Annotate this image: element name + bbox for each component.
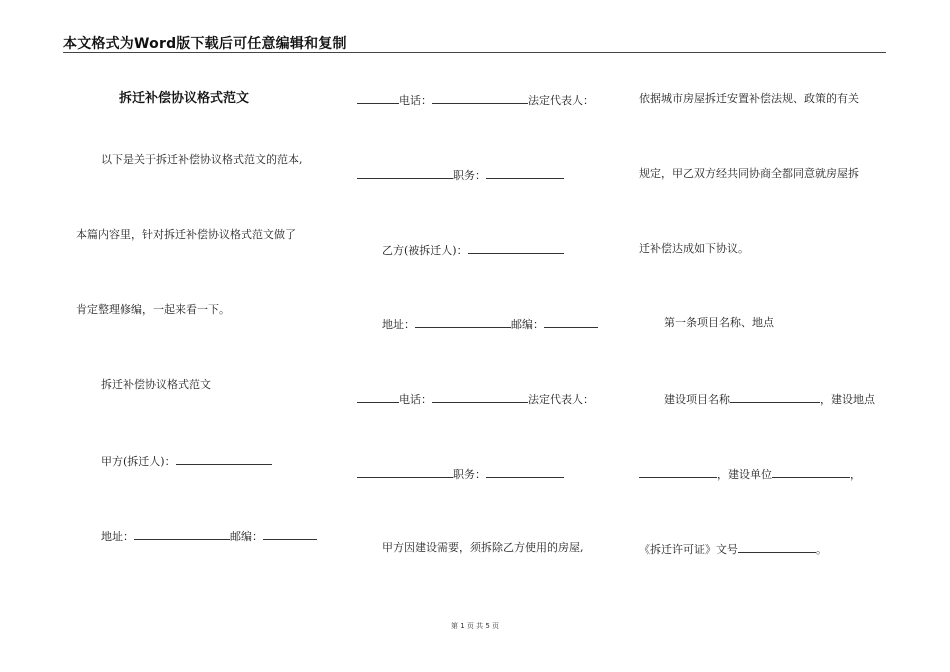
intro-line-1: 以下是关于拆迁补偿协议格式范文的范本,	[101, 153, 303, 166]
party-b-address-line	[382, 316, 598, 332]
postcode-blank	[263, 528, 317, 540]
address-blank	[134, 528, 230, 540]
basis-line-3: 迁补偿达成如下协议。	[639, 242, 749, 255]
intro-line-2: 本篇内容里，针对拆迁补偿协议格式范文做了	[76, 228, 296, 241]
project-name-blank	[730, 391, 820, 403]
address-blank-2	[415, 316, 511, 328]
project-site-label: ，建设地点	[820, 393, 875, 406]
party-a-label: 甲方(拆迁人)：	[101, 455, 176, 468]
party-a-position-line	[357, 167, 564, 183]
legal-rep-label-2: 法定代表人：	[528, 393, 594, 406]
legal-rep-blank	[357, 167, 453, 179]
party-a-line	[101, 453, 272, 469]
address-label-2: 地址：	[382, 318, 415, 331]
party-b-blank	[468, 242, 564, 254]
phone-label: 电话：	[399, 94, 432, 107]
section-subtitle: 拆迁补偿协议格式范文	[101, 378, 211, 391]
permit-label: 《拆迁许可证》文号	[639, 543, 738, 556]
position-blank-2	[486, 466, 564, 478]
party-a-phone-line	[357, 92, 594, 108]
article-1-heading: 第一条项目名称、地点	[664, 316, 774, 329]
party-a-blank	[176, 453, 272, 465]
postcode-blank-2	[544, 316, 598, 328]
phone-blank-4	[432, 391, 528, 403]
project-site-blank	[639, 466, 717, 478]
permit-line	[639, 541, 827, 557]
page-number-footer: 第 1 页 共 5 页	[450, 622, 500, 630]
position-blank	[486, 167, 564, 179]
phone-blank	[357, 92, 399, 104]
postcode-label-2: 邮编：	[511, 318, 544, 331]
phone-label-2: 电话：	[399, 393, 432, 406]
basis-line-2: 规定，甲乙双方经共同协商全都同意就房屋拆	[639, 167, 859, 180]
party-b-label: 乙方(被拆迁人)：	[382, 244, 468, 257]
permit-blank	[738, 541, 816, 553]
intro-line-3: 肯定整理修编，一起来看一下。	[76, 303, 230, 316]
postcode-label: 邮编：	[230, 530, 263, 543]
project-name-label: 建设项目名称	[664, 393, 730, 406]
position-label-2: 职务：	[453, 468, 486, 481]
header-divider	[63, 52, 886, 53]
phone-blank-3	[357, 391, 399, 403]
phone-blank-2	[432, 92, 528, 104]
demolish-statement: 甲方因建设需要，须拆除乙方使用的房屋,	[382, 541, 584, 554]
address-label: 地址：	[101, 530, 134, 543]
build-unit-label: ，建设单位	[717, 468, 772, 481]
document-title: 拆迁补偿协议格式范文	[119, 91, 250, 106]
project-name-line	[664, 391, 875, 407]
build-unit-blank	[772, 466, 850, 478]
build-unit-line	[639, 466, 861, 482]
legal-rep-blank-2	[357, 466, 453, 478]
period-mark: 。	[816, 543, 827, 556]
party-b-line	[382, 242, 564, 258]
party-a-address-line	[101, 528, 317, 544]
party-b-position-line	[357, 466, 564, 482]
basis-line-1: 依据城市房屋拆迁安置补偿法规、政策的有关	[639, 92, 859, 105]
position-label: 职务：	[453, 169, 486, 182]
party-b-phone-line	[357, 391, 594, 407]
comma-mark: ，	[850, 468, 861, 481]
document-header-banner: 本文格式为Word版下载后可任意编辑和复制	[63, 36, 347, 52]
legal-rep-label: 法定代表人：	[528, 94, 594, 107]
